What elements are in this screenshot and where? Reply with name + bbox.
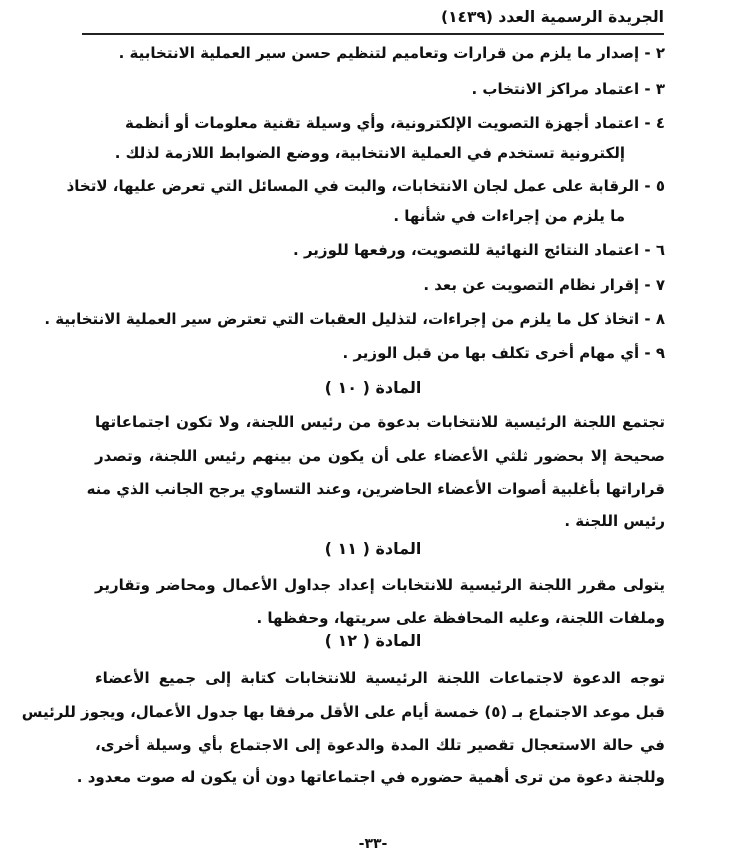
list-item-5: ٥ - الرقابة على عمل لجان الانتخابات، والبت في المسائل التي تعرض عليها، لاتخاذ bbox=[66, 177, 665, 195]
gazette-header-title: الجريدة الرسمية العدد (١٤٣٩) bbox=[440, 8, 664, 26]
list-item-8: ٨ - اتخاذ كل ما يلزم من إجراءات، لتذليل العقبات التي تعترض سير العملية الانتخابية . bbox=[44, 310, 665, 328]
page-number: -٣٣- bbox=[358, 836, 388, 852]
article-12-line-1: توجه الدعوة لاجتماعات اللجنة الرئيسية للانتخابات كتابة إلى جميع الأعضاء bbox=[95, 669, 665, 687]
article-11-line-2: وملفات اللجنة، وعليه المحافظة على سريتها، وحفظها . bbox=[256, 609, 665, 627]
list-item-3: ٣ - اعتماد مراكز الانتخاب . bbox=[471, 80, 665, 98]
article-10-line-3: قراراتها بأغلبية أصوات الأعضاء الحاضرين، وعند التساوي يرجح الجانب الذي منه bbox=[86, 480, 665, 498]
list-item-6: ٦ - اعتماد النتائج النهائية للتصويت، ورفعها للوزير . bbox=[293, 241, 665, 259]
article-10-line-2: صحيحة إلا بحضور ثلثي الأعضاء على أن يكون من بينهم رئيس اللجنة، وتصدر bbox=[95, 447, 665, 465]
article-10-line-1: تجتمع اللجنة الرئيسية للانتخابات بدعوة من رئيس اللجنة، ولا تكون اجتماعاتها bbox=[95, 413, 665, 431]
article-10-heading: المادة ( ١٠ ) bbox=[324, 378, 422, 397]
list-item-5-continuation: ما يلزم من إجراءات في شأنها . bbox=[393, 207, 625, 225]
article-11-line-1: يتولى مقرر اللجنة الرئيسية للانتخابات إعداد جداول الأعمال ومحاضر وتقارير bbox=[95, 576, 665, 594]
article-11-heading: المادة ( ١١ ) bbox=[324, 539, 422, 558]
article-12-line-4: وللجنة دعوة من ترى أهمية حضوره في اجتماعاتها دون أن يكون له صوت معدود . bbox=[76, 768, 665, 786]
article-12-line-2: قبل موعد الاجتماع بـ (٥) خمسة أيام على الأقل مرفقا بها جدول الأعمال، ويجوز للرئيس bbox=[21, 703, 665, 721]
list-item-4-continuation: إلكترونية تستخدم في العملية الانتخابية، ووضع الضوابط اللازمة لذلك . bbox=[114, 144, 625, 162]
article-12-heading: المادة ( ١٢ ) bbox=[324, 631, 422, 650]
list-item-4: ٤ - اعتماد أجهزة التصويت الإلكترونية، وأي وسيلة تقنية معلومات أو أنظمة bbox=[124, 114, 665, 132]
article-12-line-3: في حالة الاستعجال تقصير تلك المدة والدعوة إلى الاجتماع بأي وسيلة أخرى، bbox=[95, 736, 665, 754]
header-divider bbox=[82, 33, 664, 35]
list-item-9: ٩ - أي مهام أخرى تكلف بها من قبل الوزير . bbox=[342, 344, 665, 362]
list-item-2: ٢ - إصدار ما يلزم من قرارات وتعاميم لتنظيم حسن سير العملية الانتخابية . bbox=[118, 44, 665, 62]
list-item-7: ٧ - إقرار نظام التصويت عن بعد . bbox=[423, 276, 665, 294]
article-10-line-4: رئيس اللجنة . bbox=[564, 512, 665, 530]
